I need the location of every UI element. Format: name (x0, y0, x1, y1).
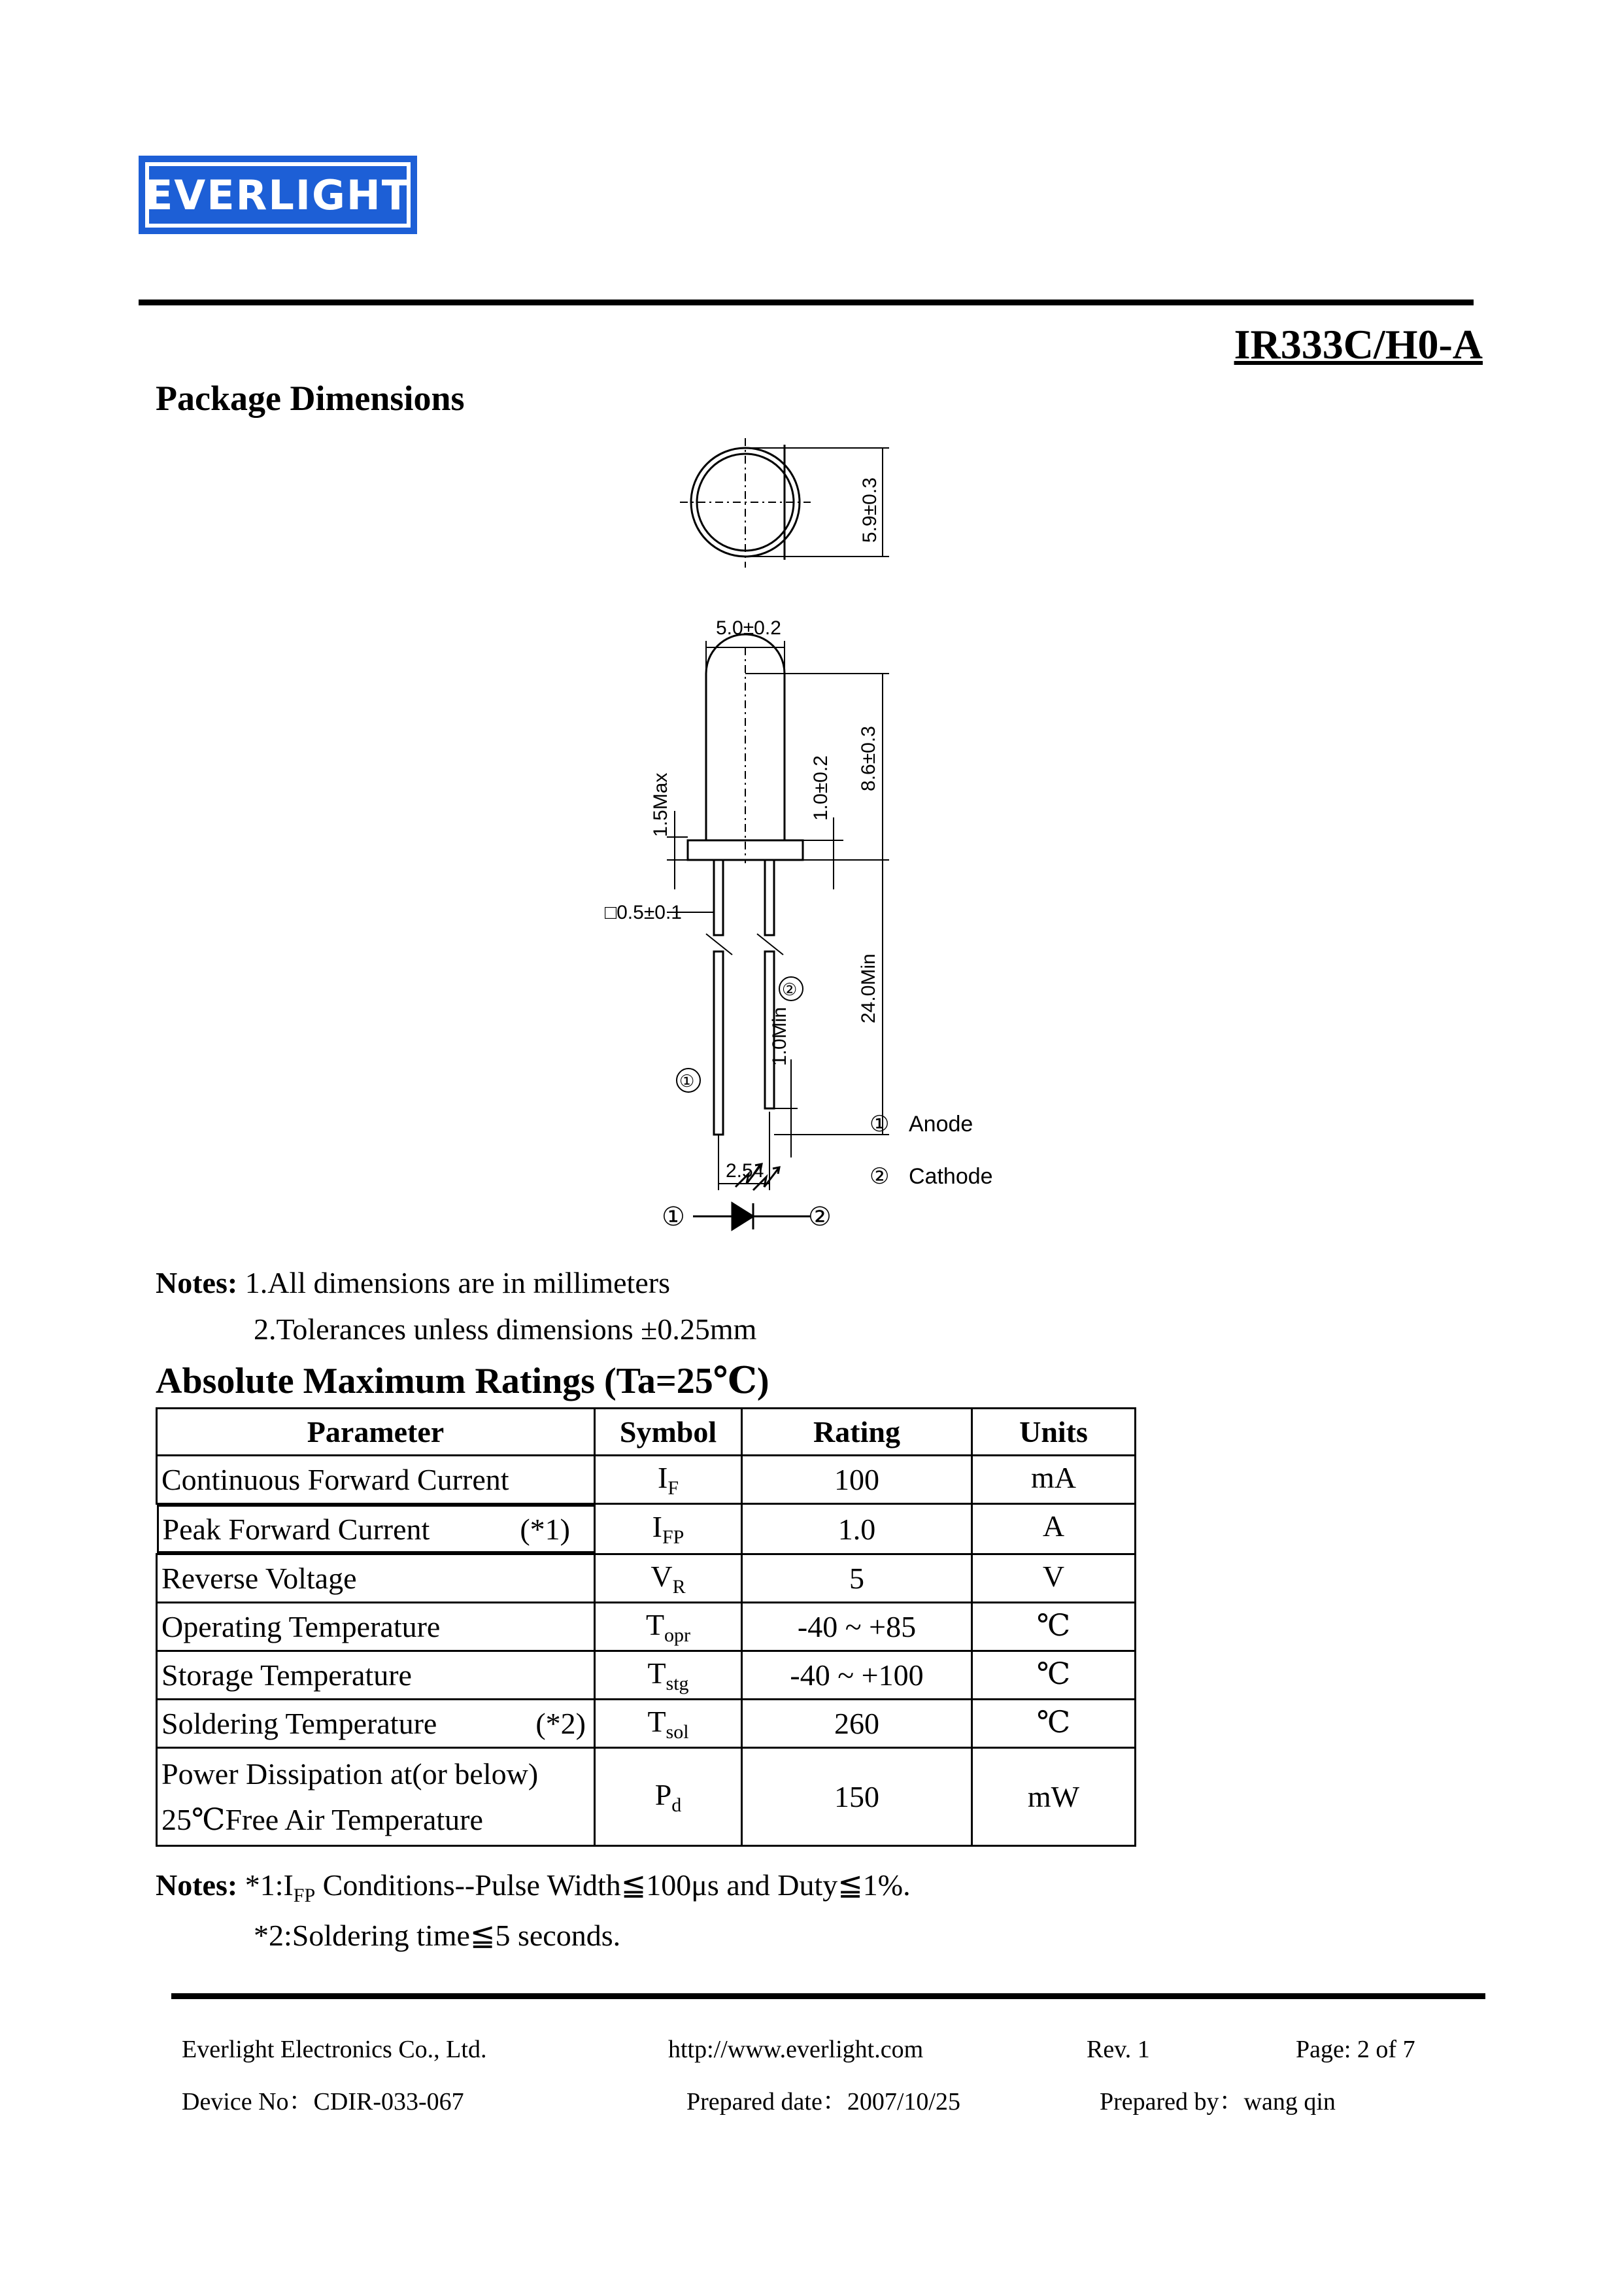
symbol-cell: $I_F$ (595, 1456, 742, 1504)
package-dimensions-title: Package Dimensions (156, 379, 465, 418)
dim-flange: 1.0±0.2 (810, 755, 832, 821)
dim-top-height: 5.9±0.3 (859, 477, 881, 543)
unit-cell: mW (972, 1748, 1136, 1846)
dim-body-height: 8.6±0.3 (858, 726, 879, 791)
symbol-cell: $T_{stg}$ (595, 1651, 742, 1700)
table-row (157, 1504, 1136, 1554)
pin-1-label: ① (679, 1071, 695, 1091)
note-1: 1.All dimensions are in millimeters (245, 1266, 670, 1299)
diode-pin-1: ① (662, 1203, 685, 1231)
legend-cathode-label: Cathode (909, 1164, 993, 1189)
header-rating: Rating (742, 1409, 972, 1456)
footer-url[interactable]: http://www.everlight.com (668, 2036, 924, 2063)
rating-cell: 150 (742, 1748, 972, 1846)
notes2-label: Notes: (156, 1868, 238, 1902)
header-units: Units (972, 1409, 1136, 1456)
symbol-cell: $T_{sol}$ (595, 1700, 742, 1748)
symbol-cell: $P_d$ (595, 1748, 742, 1846)
rating-cell: 260 (742, 1700, 972, 1748)
footer-page: Page: 2 of 7 (1296, 2036, 1415, 2063)
package-dimension-drawing (601, 432, 1072, 1242)
param-cell: Power Dissipation at(or below) 25℃Free Air Temperature (157, 1748, 595, 1846)
pin-2-label: ② (782, 980, 798, 999)
rating-cell: -40 ~ +85 (742, 1603, 972, 1651)
note-2: 2.Tolerances unless dimensions ±0.25mm (254, 1312, 757, 1346)
dimension-notes (156, 1265, 670, 1300)
absolute-maximum-ratings-title: Absolute Maximum Ratings (Ta=25℃) (156, 1361, 769, 1401)
param-cell: Peak Forward Current (*1) (157, 1505, 594, 1553)
diode-pin-2: ② (808, 1203, 832, 1231)
unit-cell: ℃ (972, 1651, 1136, 1700)
notes-label: Notes: (156, 1266, 238, 1299)
dim-flange-max: 1.5Max (650, 772, 671, 837)
unit-cell: ℃ (972, 1700, 1136, 1748)
table-row (157, 1603, 1136, 1651)
header-rule (139, 300, 1474, 305)
dim-lead-size: □0.5±0.1 (605, 902, 682, 923)
header-symbol: Symbol (595, 1409, 742, 1456)
footer-rule (171, 1993, 1485, 1999)
footer-rev: Rev. 1 (1087, 2036, 1150, 2063)
param-cell: Soldering Temperature (*2) (157, 1700, 595, 1748)
symbol-cell: $I_{FP}$ (595, 1504, 742, 1554)
footer-prepared-by: Prepared by：wang qin (1100, 2088, 1336, 2116)
ratings-table (156, 1407, 1136, 1847)
dim-body-diameter: 5.0±0.2 (716, 617, 781, 639)
table-row (157, 1700, 1136, 1748)
table-row (157, 1554, 1136, 1603)
symbol-cell: $T_{opr}$ (595, 1603, 742, 1651)
footer-prepared-date: Prepared date：2007/10/25 (686, 2088, 960, 2116)
symbol-cell: $V_R$ (595, 1554, 742, 1603)
table-row (157, 1748, 1136, 1846)
unit-cell: mA (972, 1456, 1136, 1504)
table-header-row (157, 1409, 1136, 1456)
dim-lead-offset: 1.0Min (769, 1006, 790, 1066)
table-row (157, 1651, 1136, 1700)
param-cell: Reverse Voltage (157, 1554, 595, 1603)
dim-lead-pitch: 2.54 (726, 1160, 764, 1182)
unit-cell: A (972, 1504, 1136, 1554)
footer-device-no: Device No：CDIR-033-067 (182, 2088, 464, 2116)
footer-company: Everlight Electronics Co., Ltd. (182, 2036, 487, 2063)
rating-cell: -40 ~ +100 (742, 1651, 972, 1700)
legend-cathode-num: ② (870, 1164, 890, 1189)
part-number: IR333C/H0-A (1234, 321, 1483, 368)
legend-anode-num: ① (870, 1112, 890, 1137)
ratings-note-2: *2:Soldering time≦5 seconds. (254, 1919, 621, 1952)
header-parameter: Parameter (157, 1409, 595, 1456)
param-cell: Operating Temperature (157, 1603, 595, 1651)
everlight-logo (139, 156, 417, 234)
rating-cell: 100 (742, 1456, 972, 1504)
table-row (157, 1456, 1136, 1504)
param-cell: Continuous Forward Current (157, 1456, 595, 1504)
unit-cell: V (972, 1554, 1136, 1603)
unit-cell: ℃ (972, 1603, 1136, 1651)
logo-text: EVERLIGHT (144, 171, 411, 219)
param-cell: Storage Temperature (157, 1651, 595, 1700)
rating-cell: 5 (742, 1554, 972, 1603)
ratings-notes: Notes: $*1:I_{FP}$ Conditions--Pulse Width≦100μs and Duty≦1%. (156, 1868, 911, 1906)
dim-lead-length: 24.0Min (858, 953, 879, 1023)
rating-cell: 1.0 (742, 1504, 972, 1554)
legend-anode-label: Anode (909, 1112, 973, 1137)
